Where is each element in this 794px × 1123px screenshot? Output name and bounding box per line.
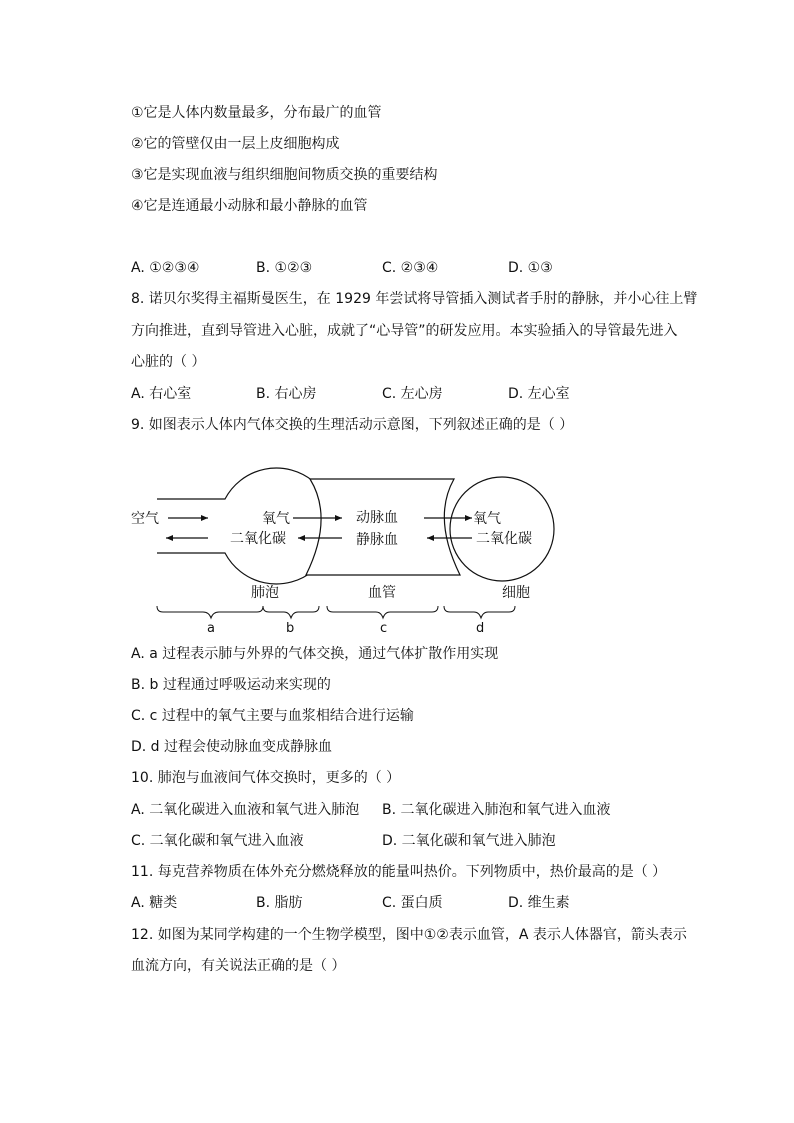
q7-option-a: A. ①②③④ (131, 260, 200, 276)
cell-circle (450, 477, 554, 581)
q10-option-a: A. 二氧化碳进入血液和氧气进入肺泡 (131, 802, 360, 818)
q7-statement-4: ④它是连通最小动脉和最小静脉的血管 (131, 198, 368, 214)
q9-option-c: C. c 过程中的氧气主要与血浆相结合进行运输 (131, 708, 414, 724)
brace-d (444, 606, 515, 618)
q9-stem: 9. 如图表示人体内气体交换的生理活动示意图，下列叙述正确的是（ ） (131, 417, 574, 433)
q7-statement-1: ①它是人体内数量最多，分布最广的血管 (131, 105, 382, 121)
q10-option-d: D. 二氧化碳和氧气进入肺泡 (382, 833, 556, 849)
brace-a (157, 606, 263, 618)
label-oxygen-left: 氧气 (262, 511, 290, 527)
brace-label-c: c (380, 621, 388, 636)
q9-option-a: A. a 过程表示肺与外界的气体交换，通过气体扩散作用实现 (131, 646, 499, 662)
q10-option-c: C. 二氧化碳和氧气进入血液 (131, 833, 304, 849)
label-oxygen-right: 氧气 (473, 511, 501, 527)
q9-option-b: B. b 过程通过呼吸运动来实现的 (131, 677, 331, 693)
q12-stem-line-2: 血流方向，有关说法正确的是（ ） (131, 958, 346, 974)
label-alveolus: 肺泡 (251, 585, 279, 601)
label-arterial-blood: 动脉血 (356, 510, 398, 526)
q11-option-d: D. 维生素 (508, 895, 570, 911)
q8-stem-line-1: 8. 诺贝尔奖得主福斯曼医生，在 1929 年尝试将导管插入测试者手肘的静脉，并小心往上臂 (131, 291, 698, 307)
q7-statement-2: ②它的管壁仅由一层上皮细胞构成 (131, 136, 340, 152)
label-co2-left: 二氧化碳 (230, 531, 286, 547)
q8-stem-line-2: 方向推进，直到导管进入心脏，成就了“心导管”的研发应用。本实验插入的导管最先进入 (131, 323, 678, 339)
q7-option-c: C. ②③④ (382, 260, 439, 276)
q8-option-d: D. 左心室 (508, 386, 570, 402)
q10-stem: 10. 肺泡与血液间气体交换时，更多的（ ） (131, 770, 401, 786)
blood-vessel-shape (306, 479, 460, 575)
q8-option-c: C. 左心房 (382, 386, 443, 402)
q7-statement-3: ③它是实现血液与组织细胞间物质交换的重要结构 (131, 167, 438, 183)
q10-option-b: B. 二氧化碳进入肺泡和氧气进入血液 (382, 802, 611, 818)
brace-label-a: a (207, 621, 215, 636)
label-venous-blood: 静脉血 (356, 532, 398, 548)
q9-option-d: D. d 过程会使动脉血变成静脉血 (131, 739, 333, 755)
q11-option-c: C. 蛋白质 (382, 895, 443, 911)
label-vessel: 血管 (368, 585, 396, 601)
q11-stem: 11. 每克营养物质在体外充分燃烧释放的能量叫热价。下列物质中，热价最高的是（ ） (131, 864, 667, 880)
brace-c (327, 606, 438, 618)
brace-label-b: b (286, 621, 295, 636)
q12-stem-line-1: 12. 如图为某同学构建的一个生物学模型，图中①②表示血管，A 表示人体器官，箭头表示 (131, 927, 687, 943)
label-air: 空气 (131, 511, 159, 527)
q7-option-d: D. ①③ (508, 260, 553, 276)
label-cell: 细胞 (502, 585, 530, 601)
q11-option-b: B. 脂肪 (256, 895, 303, 911)
q7-option-b: B. ①②③ (256, 260, 313, 276)
brace-b (263, 606, 319, 618)
q11-option-a: A. 糖类 (131, 895, 178, 911)
gas-exchange-diagram (0, 460, 794, 660)
q8-stem-line-3: 心脏的（ ） (131, 354, 206, 370)
brace-label-d: d (476, 621, 485, 636)
label-co2-right: 二氧化碳 (476, 531, 532, 547)
q8-option-a: A. 右心室 (131, 386, 192, 402)
q8-option-b: B. 右心房 (256, 386, 317, 402)
airway-tube (157, 468, 334, 584)
